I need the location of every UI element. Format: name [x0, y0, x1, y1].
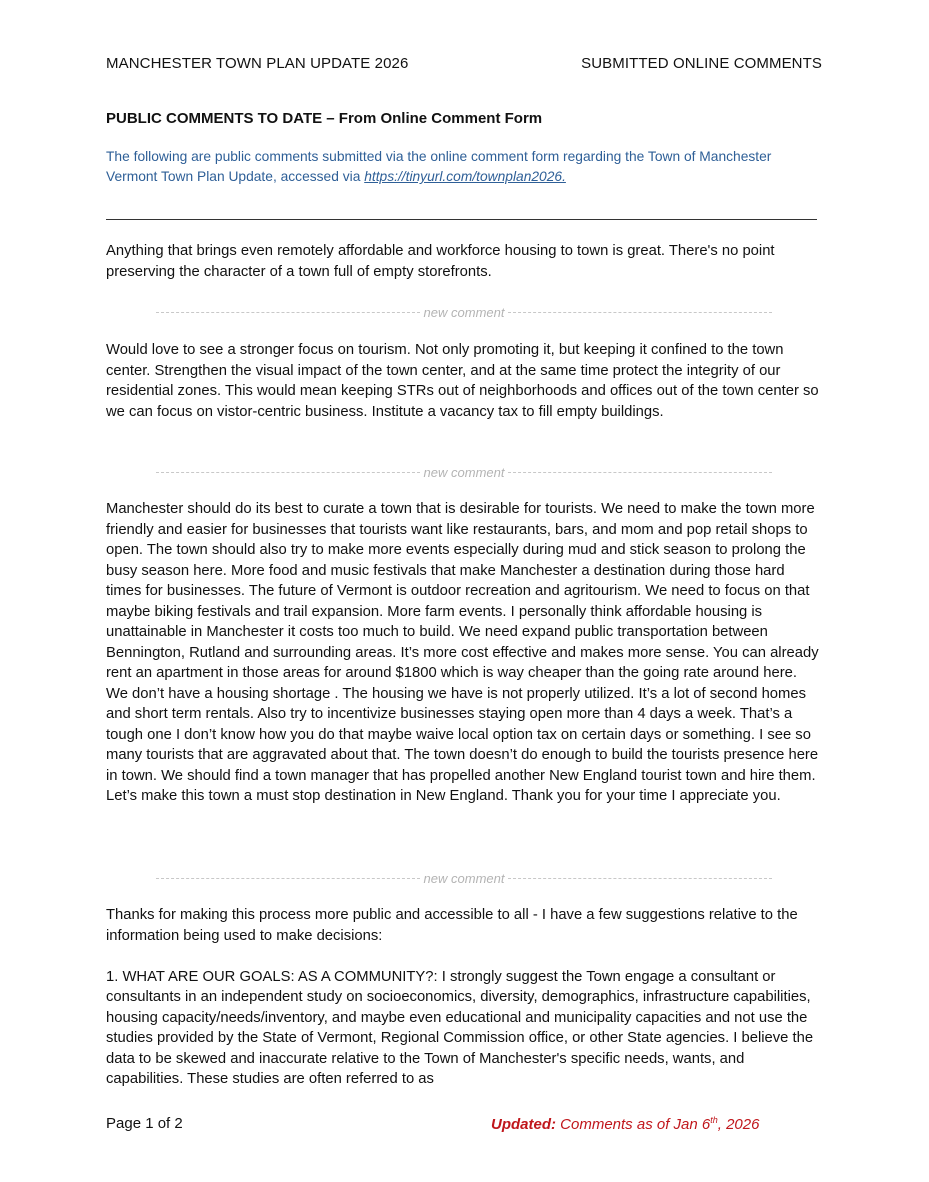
comment-3 [106, 499, 822, 807]
separator-dash-left [156, 472, 420, 473]
separator-label: new comment [423, 464, 505, 480]
header-section-title: SUBMITTED ONLINE COMMENTS [581, 55, 822, 72]
header-document-title: MANCHESTER TOWN PLAN UPDATE 2026 [106, 55, 409, 72]
separator-dash-left [156, 878, 420, 879]
updated-year: , 2026 [717, 1116, 760, 1133]
comment-paragraph: Thanks for making this process more public and accessible to all - I have a few suggestions relative to the information being used to make decisions: [106, 907, 798, 944]
horizontal-rule [106, 219, 817, 220]
comment-paragraph: Manchester should do its best to curate a town that is desirable for tourists. We need to make the town more friendly and easier for businesses that tourists want like restaurants, bars, and mom and pop retail shops to open. The town should also try to make more events especially during mud and stick season to prolong the busy season here. More food and music festivals that make Manchester a destination during those hard times for businesses. The future of Vermont is outdoor recreation and agritourism. We need to focus on that maybe biking festivals and trail expansion. More farm events. I personally think affordable housing is unattainable in Manchester it costs too much to build. We need expand public transportation between Bennington, Rutland and surrounding areas. It’s more cost effective and makes more sense. You can already rent an apartment in those areas for around $1800 which is way cheaper than the going rate around here. We don’t have a housing shortage . The housing we have is not properly utilized. It’s a lot of second homes and short term rentals. Also try to incentivize businesses staying open more than 4 days a week. That’s a tough one I don’t know how you do that maybe waive local option tax on certain days or something. I see so many tourists that are aggravated about that. The town doesn’t do enough to build the tourists presence here in town. We should find a town manager that has propelled another New England tourist town and hire them. Let’s make this town a must stop destination in New England. Thank you for your time I appreciate you. [106, 501, 819, 804]
comment-4 [106, 905, 822, 1090]
updated-note [491, 1115, 759, 1133]
page-title: PUBLIC COMMENTS TO DATE – From Online Comment Form [106, 110, 543, 127]
comment-separator [156, 870, 772, 886]
separator-dash-right [508, 878, 772, 879]
comment-paragraph: Would love to see a stronger focus on tourism. Not only promoting it, but keeping it confined to the town center. Strengthen the visual impact of the town center, and at the same time protect the integrity of our residential zones. This would mean keeping STRs out of neighborhoods and offices out of the town center so we can focus on vistor-centric business. Institute a vacancy tax to fill empty buildings. [106, 342, 819, 420]
comment-separator [156, 464, 772, 480]
separator-label: new comment [423, 870, 505, 886]
separator-dash-left [156, 312, 420, 313]
comment-form-link[interactable]: https://tinyurl.com/townplan2026. [364, 169, 566, 184]
document-page [106, 0, 822, 1182]
comment-paragraph: Anything that brings even remotely affordable and workforce housing to town is great. There's no point preserving the character of a town full of empty storefronts. [106, 243, 775, 280]
updated-date-suffix: th [710, 1115, 718, 1125]
separator-label: new comment [423, 304, 505, 320]
intro-paragraph [106, 147, 822, 187]
comment-paragraph: 1. WHAT ARE OUR GOALS: AS A COMMUNITY?: I strongly suggest the Town engage a consultant or consultants in an independent study on socioeconomics, diversity, demographics, infrastructure capabilities, housing capacity/needs/inventory, and maybe even educational and municipality capacities and not use the studies provided by the State of Vermont, Regional Commission office, or other State agencies. I believe the data to be skewed and inaccurate relative to the Town of Manchester's specific needs, wants, and capabilities. These studies are often referred to as [106, 968, 814, 1087]
updated-label: Updated: [491, 1116, 556, 1133]
comment-separator [156, 304, 772, 320]
page-number: Page 1 of 2 [106, 1115, 183, 1132]
updated-text: Comments as of Jan 6 [556, 1116, 711, 1133]
comment-2 [106, 340, 822, 422]
separator-dash-right [508, 312, 772, 313]
intro-text: The following are public comments submitted via the online comment form regarding the Town of Manchester Vermont Town Plan Update, accessed via [106, 149, 772, 184]
separator-dash-right [508, 472, 772, 473]
comment-1 [106, 241, 822, 282]
